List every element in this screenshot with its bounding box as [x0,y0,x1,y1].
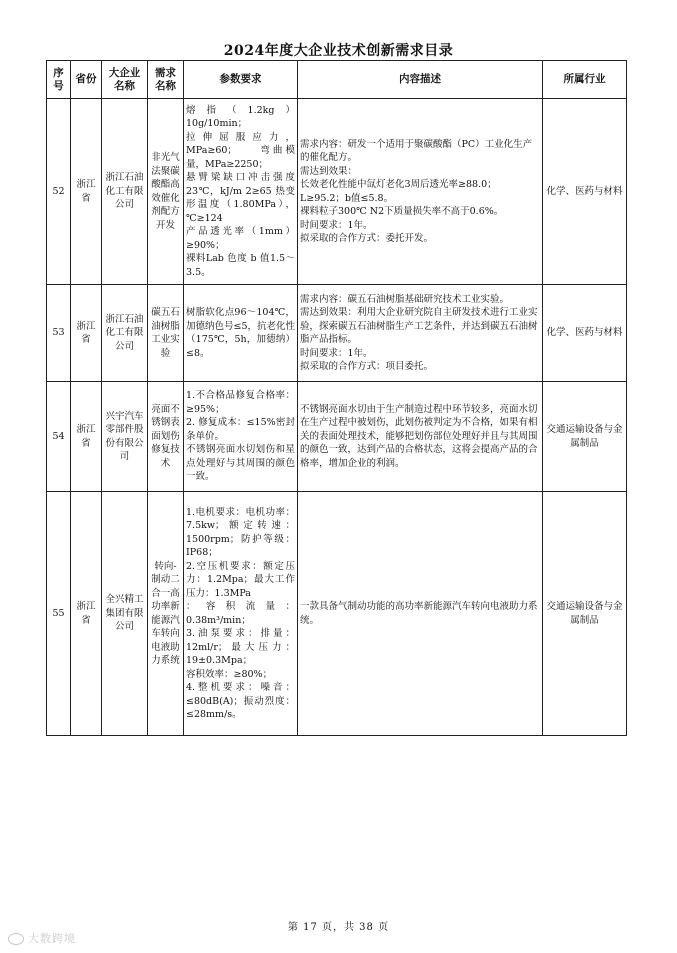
table-row [47,382,627,492]
watermark [8,930,76,946]
desc-line: 拟采取的合作方式：项目委托。 [300,361,434,372]
param-line: 4.整机要求：噪音：≤80dB(A)；振动烈度：≤28mm/s。 [186,682,295,720]
cell-params [184,285,298,382]
header-desc: 内容描述 [298,61,543,99]
param-line: 1.电机要求：电机功率：7.5kw；额定转速：1500rpm；防护等级：IP68； [186,506,295,558]
desc-line: 拟采取的合作方式：委托开发。 [300,233,434,244]
watermark-text: 大数跨境 [28,932,76,945]
desc-line: 长效老化性能中氙灯老化3周后透光率≥88.0；L≥95.2；b值≤5.8。 [300,179,497,204]
desc-line: 时间要求：1年。 [300,219,373,231]
cell-desc [298,285,543,382]
desc-line: 一款具备气制动功能的高功率新能源汽车转向电液助力系统。 [300,601,538,626]
param-line: 裸料Lab 色度 b 值1.5～3.5。 [186,253,295,278]
cell-seq: 52 [47,99,71,285]
header-industry: 所属行业 [543,61,627,99]
desc-line: 需求内容：研发一个适用于聚碳酸酯（PC）工业化生产的催化配方。 [300,138,533,163]
cell-company: 兴宇汽车零部件股份有限公司 [102,382,148,492]
param-line: 3.油泵要求：排量：12ml/r；最大压力：19±0.3Mpa； [186,628,295,666]
cell-seq: 55 [47,492,71,736]
cell-demand: 转向-制动二合一高功率新能源汽车转向电液助力系统 [148,492,184,736]
cell-industry: 交通运输设备与金属制品 [543,382,627,492]
cell-desc [298,99,543,285]
cell-seq: 53 [47,285,71,382]
cell-demand: 亮面不锈钢表面划伤修复技术 [148,382,184,492]
cell-province: 浙江省 [71,492,102,736]
header-params: 参数要求 [184,61,298,99]
cell-desc [298,492,543,736]
table-row [47,99,627,285]
cell-params [184,99,298,285]
desc-line: 需求内容：碳五石油树脂基础研究技术工业实验。 [300,293,510,305]
desc-line: 需达到效果：利用大企业研究院自主研发技术进行工业实验，探索碳五石油树脂生产工艺条件，并达到碳五石油树脂产品指标。 [300,307,538,345]
desc-line: 裸料粒子300℃ N2下质量损失率不高于0.6%。 [300,206,504,217]
cell-industry: 交通运输设备与金属制品 [543,492,627,736]
cell-desc [298,382,543,492]
param-line: 1.不合格品修复合格率：≥95%； [186,390,295,415]
param-line: 树脂软化点96～104℃，加德纳色号≤5，抗老化性（175℃，5h，加德纳）≤8。 [186,307,296,359]
param-line: 悬臂梁缺口冲击强度23℃，kJ/m 2≥65 热变形温度（1.80MPa），℃≥124 [186,172,295,224]
header-province: 省份 [71,61,102,99]
cell-province: 浙江省 [71,285,102,382]
cell-industry: 化学、医药与材料 [543,285,627,382]
desc-line: 时间要求：1年。 [300,347,373,359]
param-line: 容积效率：≥80%； [186,668,273,680]
cell-province: 浙江省 [71,382,102,492]
page-footer: 第 17 页，共 38 页 [287,922,390,933]
table-row [47,492,627,736]
cell-demand: 非光气法聚碳酸酯高效催化剂配方开发 [148,99,184,285]
header-row [47,61,627,99]
cell-industry: 化学、医药与材料 [543,99,627,285]
demand-table [46,60,627,736]
cell-demand: 碳五石油树脂工业实验 [148,285,184,382]
header-demand: 需求名称 [148,61,184,99]
param-line: 不锈钢亮面水切划伤和星点处理好与其周围的颜色一致。 [186,444,295,483]
cell-params [184,492,298,736]
header-company: 大企业名称 [102,61,148,99]
param-line: 产品透光率（1mm）≥90%； [186,226,295,251]
cell-province: 浙江省 [71,99,102,285]
desc-line: 需达到效果： [300,165,358,177]
param-line: 2.空压机要求：额定压力：1.2Mpa；最大工作压力：1.3MPa [186,560,295,599]
param-line: 拉伸屈服应力，MPa≥60； 弯曲模量，MPa≥2250； [186,131,295,170]
param-line: 熔指（1.2kg）10g/10min； [186,104,295,130]
cell-seq: 54 [47,382,71,492]
table-row [47,285,627,382]
cell-params [184,382,298,492]
cell-company: 全兴精工集团有限公司 [102,492,148,736]
header-seq: 序号 [47,61,71,99]
cell-company: 浙江石油化工有限公司 [102,285,148,382]
param-line: ：容积流量：0.38m³/min； [186,601,295,626]
watermark-logo-icon [8,933,24,945]
param-line: 2. 修复成本：≤15%密封条单价。 [186,417,295,442]
desc-line: 不锈钢亮面水切由于生产制造过程中环节较多，亮面水切在生产过程中被划伤，此划伤被判定为不合格，如果有相关的表面处理技术，能够把划伤部位处理好并且与其周围的颜色一致，达到产品的合格状态，这将会提高产品的合格率，增加企业的利润。 [300,403,538,469]
cell-company: 浙江石油化工有限公司 [102,99,148,285]
page-title: 2024年度大企业技术创新需求目录 [223,43,454,59]
